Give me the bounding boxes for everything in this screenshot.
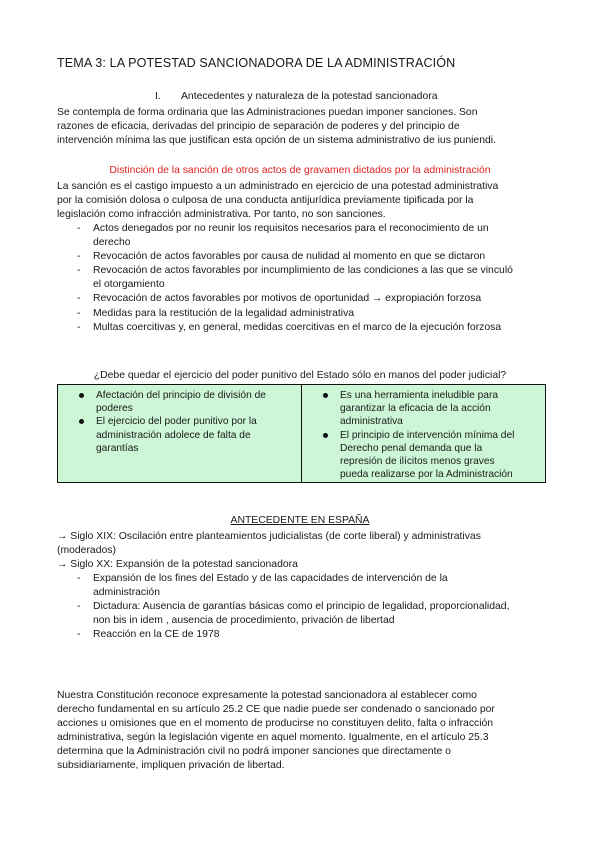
text-line: → Siglo XIX: Oscilación entre planteamientos judicialistas (de corte liberal) y administrativas [57, 531, 481, 542]
dash-bullet: - [77, 251, 81, 263]
text-line: Afectación del principio de división de [96, 390, 266, 401]
table-bullet [96, 389, 295, 415]
text-line: derecho [93, 237, 131, 249]
text-line: Revocación de actos favorables por motivos de oportunidad → expropiación forzosa [93, 293, 482, 305]
text-line: por la comisión dolosa o culposa de una conducta antijurídica previamente tipificada por la [57, 195, 474, 207]
text-line: administrativa [340, 416, 403, 428]
section-heading-text: Antecedentes y naturaleza de la potestad sancionadora [181, 91, 438, 102]
text-line: razones de eficacia, derivadas del principio de separación de poderes y del principio de [57, 121, 460, 133]
text-line: non bis in idem , ausencia de procedimiento, privación de libertad [93, 615, 395, 627]
list-item [57, 321, 547, 335]
text-line: Nuestra Constitución reconoce expresamente la potestad sancionadora al establecer como [57, 690, 477, 701]
text-line: Dictadura: Ausencia de garantías básicas como el principio de legalidad, proporcionalidad, [93, 601, 510, 613]
text-line: Actos denegados por no reunir los requisitos necesarios para el reconocimiento de un [93, 223, 489, 234]
text-line: Es una herramienta ineludible para [340, 390, 499, 401]
text-line: administración adolece de falta de [96, 429, 251, 441]
list-item [57, 307, 547, 321]
document-title: TEMA 3: LA POTESTAD SANCIONADORA DE LA ADMINISTRACIÓN [57, 56, 456, 70]
text-line: garantizar la eficacia de la acción [340, 403, 491, 415]
list-item [57, 250, 547, 264]
table-bullet [96, 415, 295, 455]
non-sanction-list [57, 222, 547, 335]
text-line: (moderados) [57, 545, 116, 557]
constitution-paragraph [57, 689, 547, 774]
debate-table [57, 384, 546, 483]
text-line: Reacción en la CE de 1978 [93, 629, 220, 641]
dash-bullet: - [77, 601, 81, 613]
text-line: La sanción es el castigo impuesto a un administrado en ejercicio de una potestad administrativa [57, 181, 499, 192]
section-heading [155, 91, 437, 102]
text-line: Se contempla de forma ordinaria que las Administraciones puedan imponer sanciones. Son [57, 107, 478, 118]
list-item [57, 628, 547, 642]
text-line: acciones u omisiones que en el momento de producirse no constituyen delito, falta o infracción [57, 718, 494, 730]
dash-bullet: - [77, 573, 81, 584]
text-line: subsidiariamente, impliquen privación de libertad. [57, 760, 285, 772]
text-line: ANTECEDENTE EN ESPAÑA [230, 515, 370, 526]
debate-question: ¿Debe quedar el ejercicio del poder punitivo del Estado sólo en manos del poder judicial? [93, 370, 507, 381]
history-list [57, 572, 547, 642]
list-item [57, 572, 547, 600]
dash-bullet: - [77, 629, 81, 641]
text-line: pueda realizarse por la Administración [340, 469, 513, 481]
text-line: Derecho penal demanda que la [340, 442, 483, 454]
table-bullet [340, 429, 539, 482]
dash-bullet: - [77, 307, 81, 319]
text-line: determina que la Administración civil no podrá imponer sanciones que directamente o [57, 746, 451, 758]
text-line: legislación como infracción administrativa. Por tanto, no son sanciones. [57, 209, 386, 221]
distincion-heading: Distinción de la sanción de otros actos de gravamen dictados por la administración [109, 165, 491, 176]
list-item [57, 264, 547, 292]
text-line: Revocación de actos favorables por incumplimiento de las condiciones a las que se vinculó [93, 265, 513, 277]
list-item [57, 222, 547, 250]
text-line: Expansión de los fines del Estado y de las capacidades de intervención de la [93, 573, 448, 584]
intro-paragraph [57, 106, 527, 148]
dash-bullet: - [77, 321, 81, 333]
antecedente-heading [0, 515, 600, 526]
text-line: derecho fundamental en su artículo 25.2 CE que nadie puede ser condenado o sancionado por [57, 704, 495, 716]
text-line: el otorgamiento [93, 279, 165, 291]
text-line: Medidas para la restitución de la legalidad administrativa [93, 307, 355, 319]
dash-bullet: - [77, 293, 81, 305]
table-column-for [301, 385, 545, 482]
definition-paragraph [57, 180, 547, 222]
text-line: garantías [96, 442, 139, 454]
text-line: represión de ilícitos menos graves [340, 456, 495, 468]
history-paragraph [57, 530, 557, 572]
list-item [57, 600, 547, 628]
text-line: intervención mínima las que justifican esta opción de un sistema administrativo de ius puniendi. [57, 135, 496, 147]
text-line: administración [93, 587, 160, 599]
dash-bullet: - [77, 223, 81, 234]
section-number: I. [155, 91, 161, 102]
text-line: El principio de intervención mínima del [340, 429, 515, 441]
text-line: poderes [96, 403, 133, 415]
text-line: Revocación de actos favorables por causa de nulidad al momento en que se dictaron [93, 251, 486, 263]
text-line: → Siglo XX: Expansión de la potestad sancionadora [57, 559, 298, 571]
text-line: Multas coercitivas y, en general, medidas coercitivas en el marco de la ejecución forzosa [93, 321, 502, 333]
table-bullet [340, 389, 539, 429]
dash-bullet: - [77, 265, 81, 277]
table-column-against [58, 385, 301, 482]
text-line: administrativa, según la legislación vigente en aquel momento. Igualmente, en el artículo 25.3 [57, 732, 489, 744]
text-line: El ejercicio del poder punitivo por la [96, 416, 257, 428]
list-item [57, 292, 547, 306]
